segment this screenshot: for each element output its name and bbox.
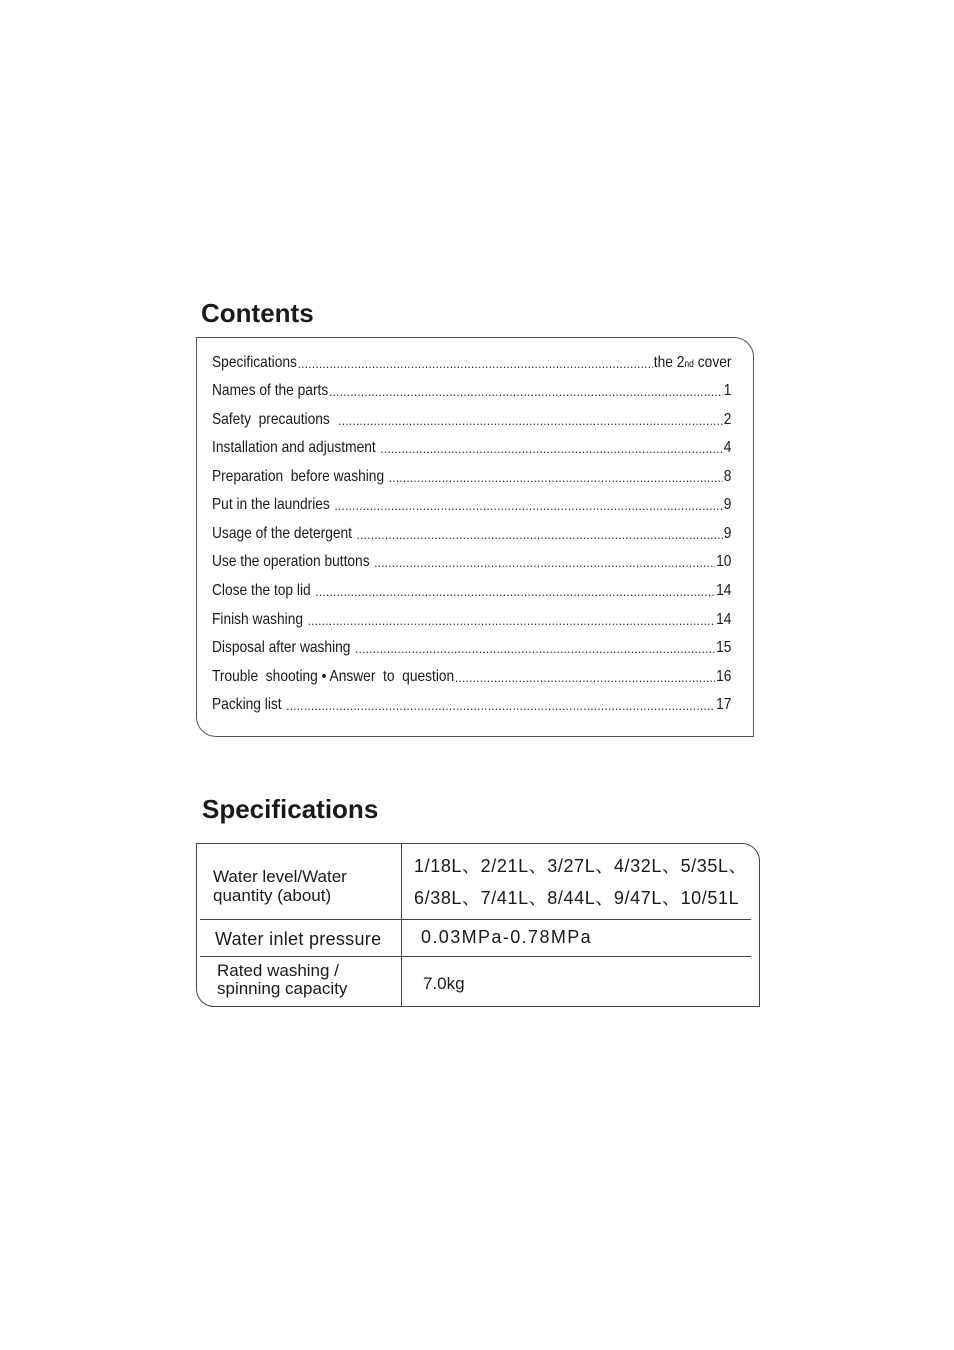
toc-entry-page: 9	[723, 496, 732, 513]
spec-value-water-level: 1/18L、2/21L、3/27L、4/32L、5/35L、 6/38L、7/41L、8/44L、9/47L、10/51L	[414, 856, 748, 908]
toc-entry-label: Packing list	[212, 696, 286, 713]
toc-entry-label: Put in the laundries	[212, 496, 334, 513]
contents-title: Contents	[201, 298, 314, 328]
toc-entry-label: Disposal after washing	[212, 639, 355, 656]
toc-entry-label: Preparation before washing	[212, 468, 388, 485]
toc-entry-detergent[interactable]	[212, 521, 731, 543]
toc-entry-page: 4	[723, 439, 732, 456]
toc-leader-dots	[308, 613, 716, 629]
toc-entry-page: 16	[716, 668, 732, 685]
toc-entry-safety-precautions[interactable]	[212, 407, 731, 429]
spec-value-capacity: 7.0kg	[423, 974, 465, 993]
toc-entry-operation-buttons[interactable]	[212, 549, 731, 571]
toc-entry-page: 17	[716, 696, 732, 713]
specifications-title: Specifications	[202, 794, 379, 824]
toc-leader-dots	[380, 441, 723, 457]
toc-entry-page: 8	[723, 468, 732, 485]
table-divider-row-1	[200, 919, 751, 920]
toc-leader-dots	[338, 413, 723, 429]
spec-label-water-level: Water level/Water quantity (about)	[213, 867, 347, 905]
toc-leader-dots	[455, 670, 715, 686]
toc-entry-page: 2	[723, 411, 732, 428]
spec-label-water-pressure: Water inlet pressure	[215, 929, 382, 949]
toc-leader-dots	[357, 527, 723, 543]
specifications-table	[196, 843, 760, 1007]
contents-box	[196, 337, 754, 737]
toc-leader-dots	[298, 356, 653, 372]
toc-leader-dots	[334, 498, 722, 514]
spec-label-capacity: Rated washing / spinning capacity	[217, 961, 348, 998]
toc-leader-dots	[329, 384, 723, 400]
table-divider-vertical	[401, 844, 402, 1006]
toc-entry-page: 1	[723, 382, 732, 399]
toc-leader-dots	[374, 555, 715, 571]
toc-entry-preparation[interactable]	[212, 464, 731, 486]
toc-entry-page: 9	[723, 525, 732, 542]
toc-entry-names-of-parts[interactable]	[212, 378, 731, 400]
toc-entry-page: the 2nd cover	[653, 354, 732, 371]
toc-entry-page: 15	[716, 639, 732, 656]
toc-entry-finish-washing[interactable]	[212, 607, 731, 629]
toc-entry-label: Names of the parts	[212, 382, 329, 399]
table-divider-row-2	[200, 956, 751, 957]
toc-entry-label: Safety precautions	[212, 411, 338, 428]
toc-entry-label: Use the operation buttons	[212, 553, 374, 570]
toc-entry-disposal[interactable]	[212, 635, 731, 657]
toc-leader-dots	[355, 641, 715, 657]
toc-entry-packing-list[interactable]	[212, 692, 731, 714]
toc-entry-close-lid[interactable]	[212, 578, 731, 600]
toc-entry-label: Close the top lid	[212, 582, 315, 599]
toc-entry-label: Usage of the detergent	[212, 525, 356, 542]
toc-entry-label: Specifications	[212, 354, 297, 371]
toc-entry-trouble-shooting[interactable]	[212, 664, 731, 686]
toc-leader-dots	[315, 584, 715, 600]
toc-entry-installation[interactable]	[212, 435, 731, 457]
spec-value-water-pressure: 0.03MPa-0.78MPa	[421, 927, 593, 947]
toc-entry-specifications[interactable]	[212, 350, 731, 372]
toc-entry-page: 14	[716, 611, 732, 628]
toc-entry-put-laundries[interactable]	[212, 492, 731, 514]
toc-entry-label: Finish washing	[212, 611, 307, 628]
toc-entry-page: 10	[716, 553, 732, 570]
toc-leader-dots	[389, 470, 723, 486]
toc-entry-label: Installation and adjustment	[212, 439, 380, 456]
toc-entry-page: 14	[716, 582, 732, 599]
toc-leader-dots	[286, 698, 715, 714]
toc-entry-label: Trouble shooting • Answer to question	[212, 668, 455, 685]
